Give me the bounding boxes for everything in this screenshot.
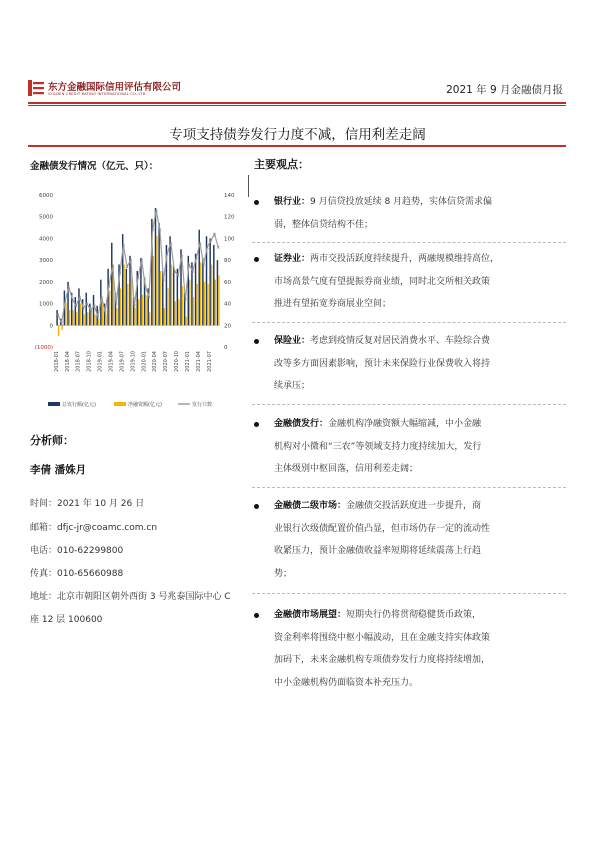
legend-swatch [114, 402, 126, 406]
x-tick-label: 2018-10 [86, 351, 93, 372]
bullet-icon [254, 613, 262, 621]
x-tick-label: 2020-01 [141, 351, 148, 372]
legend-label: 发行只数 [192, 402, 213, 408]
point-issue-count: × [63, 299, 68, 306]
point-issue-count: × [124, 264, 130, 271]
y-tick-label: (1000) [34, 345, 53, 351]
bar-total-issuance [92, 295, 97, 325]
point-issue-count: × [208, 238, 213, 245]
x-tick-label: 2019-07 [119, 351, 126, 372]
bar-net-financing [185, 317, 186, 326]
bar-net-financing [167, 288, 168, 325]
bar-net-financing [134, 308, 135, 325]
bar-net-financing [193, 297, 194, 325]
bar-net-financing [153, 256, 154, 325]
bar-net-financing [189, 280, 190, 326]
point-issue-count: × [103, 310, 108, 317]
analyst-heading: 分析师： [30, 434, 74, 447]
point-issue-count: × [212, 232, 217, 239]
bar-net-financing [109, 291, 110, 326]
key-views-heading: 主要观点： [254, 158, 309, 171]
view-banking: 银行业：9 月信贷投放延续 8 月趋势，实体信贷需求偏 弱，整体信贷结构不佳； [274, 197, 493, 230]
bar-net-financing [127, 284, 128, 325]
bar-net-financing [120, 288, 121, 325]
point-issue-count: × [139, 258, 144, 265]
issuance-chart [28, 187, 243, 417]
point-issue-count: × [117, 271, 122, 278]
bar-net-financing [215, 280, 216, 326]
point-issue-count: × [216, 245, 221, 252]
contact-address-line2: 座 12 层 100600 [30, 615, 103, 625]
view-label: 证券业： [274, 254, 311, 264]
company-name-cn: 东方金融国际信用评估有限公司 [48, 82, 182, 93]
x-tick-label: 2021-04 [195, 351, 202, 372]
bar-net-financing [83, 314, 84, 325]
point-issue-count: × [99, 295, 104, 302]
legend-label: 总发行额(亿元) [62, 402, 96, 408]
bar-net-financing [218, 275, 219, 325]
point-issue-count: × [190, 269, 195, 275]
x-tick-label: 2019-04 [108, 351, 115, 372]
point-issue-count: × [172, 269, 177, 275]
bar-total-issuance [110, 243, 115, 326]
point-issue-count: × [66, 285, 71, 292]
point-issue-count: × [201, 262, 206, 269]
y2-tick-label: 0 [224, 345, 228, 351]
bar-net-financing [204, 282, 205, 325]
company-logo-icon [28, 80, 44, 96]
x-tick-label: 2018-04 [64, 351, 71, 372]
view-insurance: 保险业：考虑到疫情反复对居民消费水平、车险综合费 改等多方面因素影响，预计未来保险行业保费收入将持 续承压； [274, 336, 491, 391]
key-views-divider [248, 175, 249, 197]
bar-net-financing [142, 295, 143, 325]
bar-net-financing [149, 312, 150, 325]
view-securities: 证券业：两市交投活跃度持续提升，两融规模维持高位， 市场高景气度有望提振券商业绩，同时北交所相关政策 推进有望拓宽券商展业空间； [274, 254, 500, 309]
point-issue-count: × [110, 264, 115, 271]
bar-net-financing [131, 278, 132, 326]
bullet-icon [254, 200, 262, 208]
bar-net-financing [207, 284, 208, 325]
x-tick-label: 2021-01 [185, 351, 192, 372]
y2-tick-label: 120 [224, 214, 235, 221]
point-issue-count: × [59, 321, 64, 328]
point-issue-count: × [70, 297, 75, 304]
bar-net-financing [69, 310, 70, 325]
point-issue-count: × [194, 255, 199, 262]
contact-fax: 传真：010-65660988 [30, 569, 124, 579]
y2-tick-label: 140 [224, 193, 235, 199]
header-divider [28, 102, 566, 104]
point-issue-count: × [106, 284, 111, 291]
view-label: 银行业： [274, 197, 311, 207]
point-issue-count: × [183, 297, 188, 304]
view-label: 金融债市场展望： [274, 610, 347, 620]
bar-total-issuance [78, 288, 79, 325]
y-tick-label: 3000 [39, 258, 53, 265]
point-issue-count: × [157, 227, 162, 234]
y-tick-label: 4000 [39, 236, 53, 243]
point-issue-count: × [146, 295, 152, 302]
x-tick-label: 2021-07 [206, 351, 213, 372]
view-separator [252, 242, 566, 243]
bar-total-issuance [158, 223, 159, 325]
view-label: 金融债二级市场： [274, 501, 347, 511]
y2-tick-label: 20 [224, 323, 231, 330]
point-issue-count: × [175, 273, 181, 280]
x-tick-label: 2018-01 [53, 351, 60, 372]
bar-total-issuance [209, 238, 210, 325]
point-issue-count: × [161, 277, 166, 284]
bullet-icon [254, 339, 262, 347]
point-issue-count: × [95, 314, 101, 321]
bar-total-issuance [213, 245, 214, 325]
point-issue-count: × [132, 303, 137, 310]
point-issue-count: × [143, 284, 148, 291]
x-tick-label: 2019-01 [97, 351, 104, 372]
y2-tick-label: 100 [224, 236, 235, 243]
contact-address: 地址：北京市朝阳区朝外西街 3 号兆泰国际中心 C [30, 592, 231, 602]
chart-title: 金融债发行情况（亿元、只）： [30, 161, 159, 172]
bar-net-financing [182, 286, 183, 325]
bar-net-financing [196, 284, 197, 325]
view-separator [252, 404, 566, 405]
bar-net-financing [116, 308, 117, 325]
bar-net-financing [211, 264, 212, 325]
y2-tick-label: 60 [224, 279, 231, 286]
view-separator [252, 322, 566, 323]
point-issue-count: × [165, 251, 170, 258]
bar-net-financing [87, 312, 88, 325]
point-issue-count: × [92, 303, 97, 310]
view-issuance: 金融债发行：金融机构净融资额大幅缩减，中小金融 机构对小微和“三农”等领域支持力度持续加大，发行 主体级别中枢回落，信用利差走阔； [274, 419, 482, 474]
point-issue-count: × [205, 245, 210, 252]
y-tick-label: 6000 [39, 193, 53, 199]
report-name: 2021 年 9 月金融债月报 [446, 84, 563, 96]
point-issue-count: × [81, 305, 86, 312]
y2-tick-label: 80 [224, 258, 231, 265]
point-issue-count: × [121, 242, 126, 249]
y-tick-label: 1000 [39, 301, 53, 308]
point-issue-count: × [55, 312, 60, 319]
legend-label: 净融资额(亿元) [128, 402, 162, 408]
y-tick-label: 2000 [39, 279, 53, 286]
bar-net-financing [138, 299, 139, 325]
x-tick-label: 2018-07 [75, 351, 82, 372]
view-label: 保险业： [274, 336, 311, 346]
point-issue-count: × [135, 275, 141, 282]
company-name-en: GOLDEN CREDIT RATING INTERNATIONAL CO.,LTD. [48, 92, 147, 96]
bar-total-issuance [172, 267, 177, 326]
point-issue-count: × [114, 301, 119, 308]
point-issue-count: × [197, 240, 203, 247]
x-tick-label: 2020-04 [152, 351, 159, 372]
view-secondary-market: 金融债二级市场：金融债交投活跃度进一步提升，商 业银行次级债配置价值凸显，但市场仍存一定的流动性 收紧压力，预计金融债收益率短期将延续震荡上行趋 势； [274, 501, 491, 579]
title-divider [28, 145, 566, 147]
bar-net-financing [72, 310, 73, 325]
point-issue-count: × [128, 258, 133, 265]
point-issue-count: × [179, 253, 184, 260]
analyst-names: 李倩 潘姝月 [30, 464, 87, 476]
bar-net-financing [174, 301, 175, 325]
x-tick-label: 2020-07 [163, 351, 170, 372]
bar-total-issuance [154, 208, 159, 325]
x-tick-label: 2020-10 [174, 351, 181, 372]
view-separator [252, 487, 566, 488]
bar-total-issuance [126, 269, 127, 325]
contact-phone: 电话：010-62299800 [30, 546, 124, 556]
bar-total-issuance [84, 293, 90, 326]
point-issue-count: × [73, 303, 79, 310]
bar-total-issuance [73, 297, 79, 325]
bar-net-financing [164, 308, 165, 325]
legend-swatch [48, 402, 60, 406]
bar-net-financing [178, 299, 179, 325]
bar-net-financing [123, 264, 124, 325]
document-title: 专项支持债券发行力度不减，信用利差走阔 [169, 127, 426, 143]
bar-total-issuance [169, 236, 170, 325]
report-time: 时间：2021 年 10 月 26 日 [30, 499, 145, 509]
point-issue-count: × [168, 240, 173, 247]
bullet-icon [254, 504, 262, 512]
view-outlook: 金融债市场展望：短期央行仍将贯彻稳健货币政策， 资金利率将围绕中枢小幅波动，且在金融支持实体政策 加码下，未来金融机构专项债券发行力度将持续增加， 中小金融机构仍面临资本补充压力。 [274, 610, 491, 688]
bar-total-issuance [217, 260, 218, 325]
header-divider-thin [28, 105, 566, 106]
y-tick-label: 5000 [39, 214, 53, 221]
bar-net-financing [76, 312, 77, 325]
point-issue-count: × [88, 308, 93, 315]
point-issue-count: × [77, 295, 82, 302]
bar-net-financing [200, 262, 201, 325]
bullet-icon [254, 422, 262, 430]
point-issue-count: × [150, 227, 155, 234]
contact-email[interactable]: 邮箱：dfjc-jr@coamc.com.cn [30, 523, 158, 533]
y2-tick-label: 40 [224, 301, 231, 308]
bar-net-financing [156, 236, 157, 325]
bar-net-financing [65, 304, 66, 326]
y-tick-label: 0 [49, 323, 53, 330]
bar-total-issuance [129, 256, 130, 325]
x-tick-label: 2019-10 [130, 351, 137, 372]
bullet-icon [254, 257, 262, 265]
view-label: 金融债发行： [274, 419, 329, 429]
point-issue-count: × [154, 208, 159, 215]
point-issue-count: × [186, 262, 192, 269]
point-issue-count: × [84, 301, 90, 308]
view-separator [252, 593, 566, 594]
